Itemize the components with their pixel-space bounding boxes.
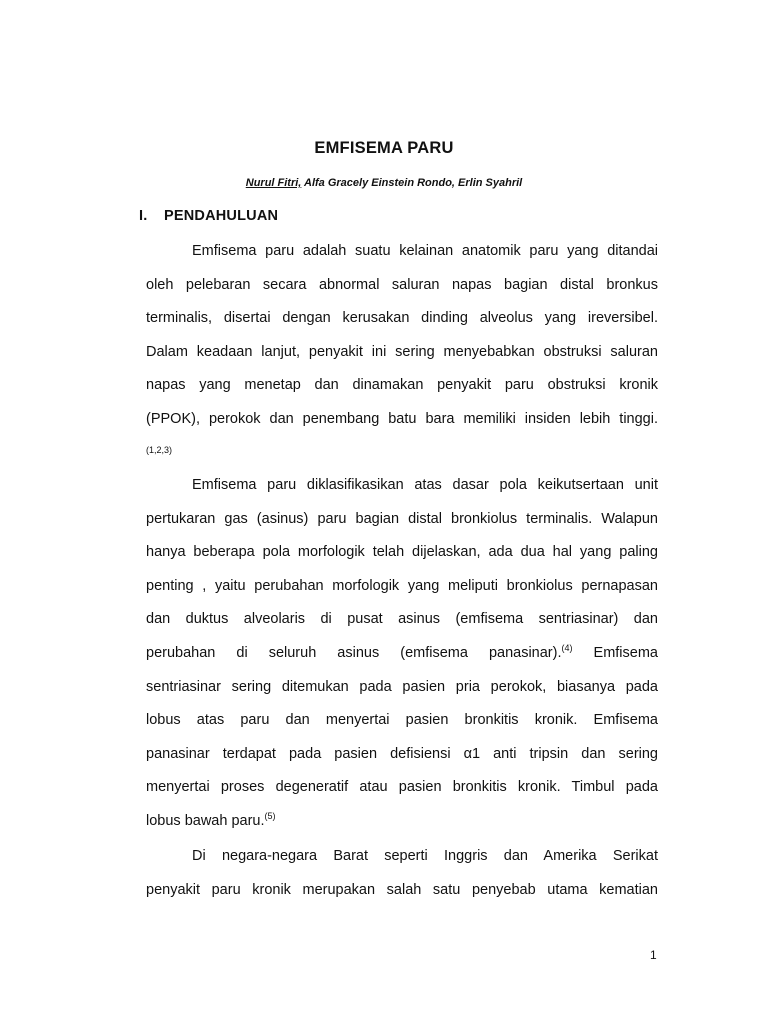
paragraph-line: napas yang menetap dan dinamakan penyakit paru obstruksi kronik (146, 377, 658, 394)
citation-sup: (4) (561, 642, 573, 653)
paragraph-line: Di negara-negara Barat seperti Inggris dan Amerika Serikat (192, 848, 658, 864)
paragraph-3 (146, 846, 658, 913)
paragraph-line: lobus atas paru dan menyertai pasien bronkitis kronik. Emfisema (146, 712, 658, 729)
line-text: perubahan di seluruh asinus (emfisema panasinar). (146, 644, 562, 661)
paragraph-line: Emfisema paru diklasifikasikan atas dasar pola keikutsertaan unit (192, 477, 658, 493)
paragraph-line: sentriasinar sering ditemukan pada pasien pria perokok, biasanya pada (146, 678, 658, 695)
paragraph-line: hanya beberapa pola morfologik telah dijelaskan, ada dua hal yang paling (146, 544, 658, 561)
paragraph-line: Dalam keadaan lanjut, penyakit ini sering menyebabkan obstruksi saluran (146, 343, 658, 360)
section-heading (139, 208, 278, 224)
line-text: Emfisema (572, 644, 658, 661)
paragraph-line: panasinar terdapat pada pasien defisiensi α1 anti tripsin dan sering (146, 745, 658, 762)
paragraph-line: terminalis, disertai dengan kerusakan dinding alveolus yang ireversibel. (146, 310, 658, 327)
author-underlined: Nurul Fitri, (245, 177, 302, 189)
paragraph-line (146, 811, 658, 845)
section-title: PENDAHULUAN (164, 208, 279, 224)
paragraph-line: pertukaran gas (asinus) paru bagian distal bronkiolus terminalis. Walapun (146, 510, 658, 527)
paragraph-line: oleh pelebaran secara abnormal saluran napas bagian distal bronkus (146, 276, 658, 293)
citation: (1,2,3) (146, 444, 173, 455)
paragraph-line: penyakit paru kronik merupakan salah satu penyebab utama kematian (146, 881, 658, 898)
document-title: EMFISEMA PARU (314, 139, 454, 157)
paragraph-line: penting , yaitu perubahan morfologik yang meliputi bronkiolus pernapasan (146, 577, 658, 594)
paragraph-line: (PPOK), perokok dan penembang batu bara memiliki insiden lebih tinggi. (146, 410, 658, 427)
paragraph-1 (146, 241, 658, 467)
page-number: 1 (650, 948, 657, 962)
section-number: I. (139, 208, 148, 224)
paragraph-2 (146, 475, 658, 845)
author-line (0, 177, 768, 189)
paragraph-line: Emfisema paru adalah suatu kelainan anatomik paru yang ditandai (192, 243, 658, 259)
paragraph-line: menyertai proses degeneratif atau pasien bronkitis kronik. Timbul pada (146, 779, 658, 796)
line-text: lobus bawah paru. (146, 812, 265, 829)
citation-sup: (5) (264, 810, 276, 821)
paragraph-line (146, 643, 658, 677)
author-rest: Alfa Gracely Einstein Rondo, Erlin Syahril (301, 177, 523, 189)
paragraph-line: dan duktus alveolaris di pusat asinus (emfisema sentriasinar) dan (146, 611, 658, 628)
